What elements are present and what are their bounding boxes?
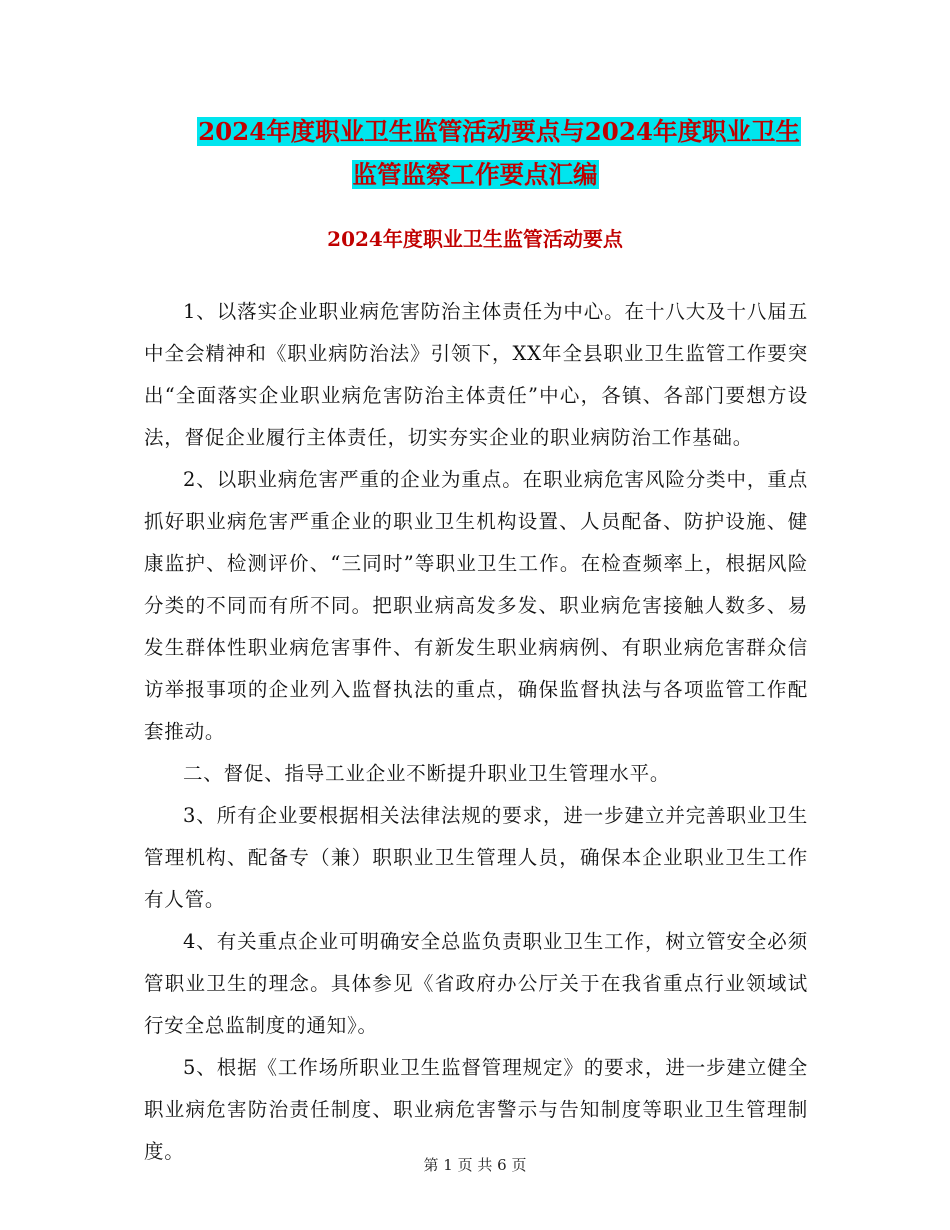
paragraph: 1、以落实企业职业病危害防治主体责任为中心。在十八大及十八届五中全会精神和《职业病防治法》引领下，XX年全县职业卫生监管工作要突出“全面落实企业职业病危害防治主体责任”中心，各镇、各部门要想方设法，督促企业履行主体责任，切实夯实企业的职业病防治工作基础。 — [144, 300, 808, 449]
paragraph: 二、督促、指导工业企业不断提升职业卫生管理水平。 — [183, 762, 671, 785]
document-title-line-2 — [0, 155, 950, 195]
document-body — [144, 291, 808, 1173]
paragraph: 2、以职业病危害严重的企业为重点。在职业病危害风险分类中，重点抓好职业病危害严重企业的职业卫生机构设置、人员配备、防护设施、健康监护、检测评价、“三同时”等职业卫生工作。在检查频率上，根据风险分类的不同而有所不同。把职业病高发多发、职业病危害接触人数多、易发生群体性职业病危害事件、有新发生职业病病例、有职业病危害群众信访举报事项的企业列入监督执法的重点，确保监督执法与各项监管工作配套推动。 — [144, 468, 808, 743]
paragraph: 3、所有企业要根据相关法律法规的要求，进一步建立并完善职业卫生管理机构、配备专（兼）职职业卫生管理人员，确保本企业职业卫生工作有人管。 — [144, 804, 808, 911]
section-heading: 2024年度职业卫生监管活动要点 — [327, 227, 623, 251]
paragraph: 5、根据《工作场所职业卫生监督管理规定》的要求，进一步建立健全职业病危害防治责任制度、职业病危害警示与告知制度等职业卫生管理制度。 — [144, 1056, 808, 1163]
paragraph: 4、有关重点企业可明确安全总监负责职业卫生工作，树立管安全必须管职业卫生的理念。具体参见《省政府办公厅关于在我省重点行业领域试行安全总监制度的通知》。 — [144, 930, 808, 1037]
page-number-footer: 第 1 页 共 6 页 — [423, 1156, 527, 1174]
title-highlight: 2024年度职业卫生监管活动要点与2024年度职业卫生 — [198, 117, 800, 146]
title-highlight: 监管监察工作要点汇编 — [352, 160, 598, 189]
document-title-line-1 — [24, 112, 950, 152]
